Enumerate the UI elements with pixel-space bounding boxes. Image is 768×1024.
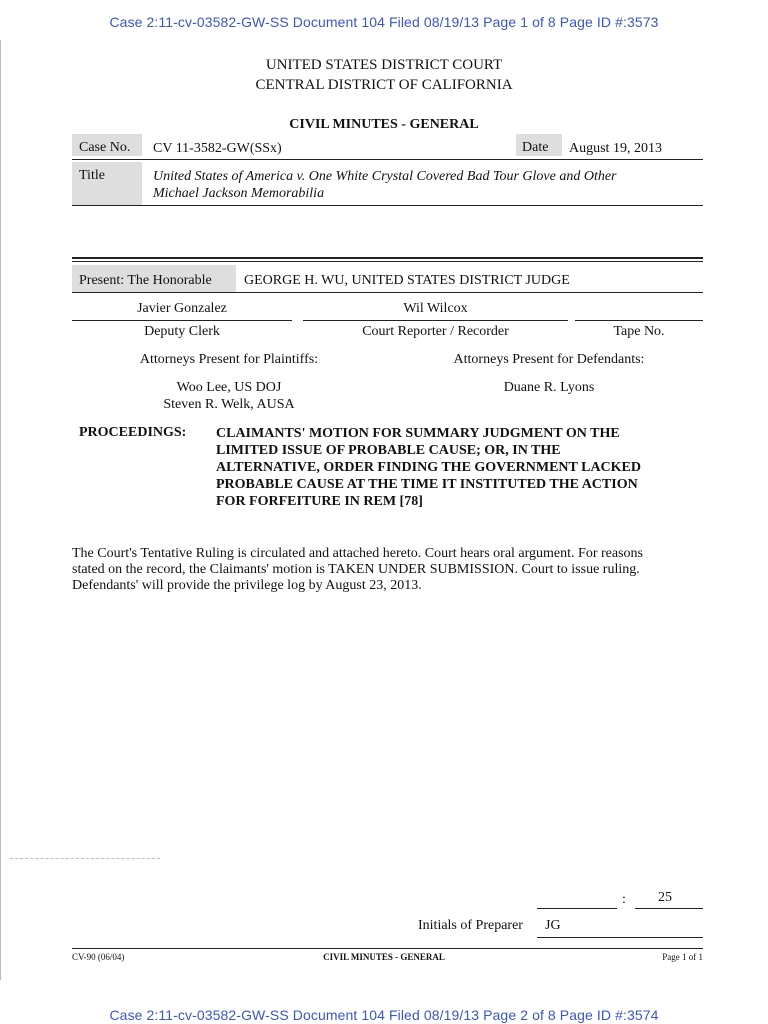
case-no-label: Case No. bbox=[72, 134, 142, 156]
defendant-attorney-1: Duane R. Lyons bbox=[503, 380, 595, 395]
case-title-line2: Michael Jackson Memorabilia bbox=[153, 186, 325, 201]
proceedings-line: ALTERNATIVE, ORDER FINDING THE GOVERNMENT LACKED bbox=[216, 460, 641, 475]
court-reporter-name: Wil Wilcox bbox=[403, 301, 468, 316]
hours-rule bbox=[537, 908, 617, 909]
plaintiff-attorney-1: Woo Lee, US DOJ bbox=[176, 380, 282, 395]
footer-page: Page 1 of 1 bbox=[662, 952, 703, 962]
body-line: The Court's Tentative Ruling is circulated and attached hereto. Court hears oral argument. For reasons bbox=[72, 546, 643, 561]
title-row-rule bbox=[72, 205, 703, 206]
body-line: stated on the record, the Claimants' motion is TAKEN UNDER SUBMISSION. Court to issue ruling. bbox=[72, 562, 640, 577]
proceedings-line: LIMITED ISSUE OF PROBABLE CAUSE; OR, IN THE bbox=[216, 443, 561, 458]
tape-rule bbox=[575, 320, 703, 321]
defendants-attorneys-label: Attorneys Present for Defendants: bbox=[453, 352, 645, 367]
scan-edge bbox=[0, 40, 1, 980]
court-reporter-label: Court Reporter / Recorder bbox=[362, 324, 509, 339]
date-value: August 19, 2013 bbox=[569, 141, 662, 156]
plaintiffs-attorneys-label: Attorneys Present for Plaintiffs: bbox=[139, 352, 319, 367]
plaintiff-attorney-2: Steven R. Welk, AUSA bbox=[163, 397, 295, 412]
court-district: CENTRAL DISTRICT OF CALIFORNIA bbox=[255, 77, 513, 93]
case-row-rule bbox=[72, 159, 703, 160]
preparer-initials: JG bbox=[545, 918, 561, 933]
case-no-value: CV 11-3582-GW(SSx) bbox=[153, 141, 282, 156]
proceedings-line: FOR FORFEITURE IN REM [78] bbox=[216, 494, 423, 509]
case-title-line1: United States of America v. One White Crystal Covered Bad Tour Glove and Other bbox=[153, 169, 617, 184]
tape-no-label: Tape No. bbox=[613, 324, 665, 339]
deputy-clerk-name: Javier Gonzalez bbox=[137, 301, 227, 316]
minutes-body bbox=[72, 546, 643, 594]
title-label: Title bbox=[72, 162, 142, 205]
scan-dash-line bbox=[10, 858, 160, 859]
double-rule-top bbox=[72, 257, 703, 259]
time-colon: : bbox=[622, 892, 626, 907]
court-name: UNITED STATES DISTRICT COURT bbox=[265, 57, 503, 73]
body-line: Defendants' will provide the privilege log by August 23, 2013. bbox=[72, 578, 422, 593]
form-number: CV-90 (06/04) bbox=[72, 952, 125, 962]
proceedings-text bbox=[216, 425, 641, 510]
footer-title: CIVIL MINUTES - GENERAL bbox=[323, 952, 445, 962]
filing-header-top: Case 2:11-cv-03582-GW-SS Document 104 Filed 08/19/13 Page 1 of 8 Page ID #:3573 bbox=[109, 14, 659, 30]
form-title: CIVIL MINUTES - GENERAL bbox=[289, 117, 479, 132]
present-row-rule bbox=[72, 292, 703, 293]
proceedings-line: PROBABLE CAUSE AT THE TIME IT INSTITUTED THE ACTION bbox=[216, 477, 638, 492]
minutes-rule bbox=[635, 908, 703, 909]
proceedings-label: PROCEEDINGS: bbox=[79, 425, 187, 440]
preparer-rule bbox=[537, 937, 703, 938]
filing-header-bottom: Case 2:11-cv-03582-GW-SS Document 104 Filed 08/19/13 Page 2 of 8 Page ID #:3574 bbox=[109, 1007, 659, 1023]
present-label: Present: The Honorable bbox=[72, 265, 236, 292]
double-rule-bottom bbox=[72, 261, 703, 262]
date-label: Date bbox=[516, 134, 562, 156]
preparer-label: Initials of Preparer bbox=[418, 918, 523, 933]
proceedings-line: CLAIMANTS' MOTION FOR SUMMARY JUDGMENT ON THE bbox=[216, 426, 620, 441]
judge-name: GEORGE H. WU, UNITED STATES DISTRICT JUDGE bbox=[244, 273, 570, 288]
time-minutes: 25 bbox=[658, 890, 672, 905]
clerk-rule bbox=[72, 320, 292, 321]
reporter-rule bbox=[303, 320, 568, 321]
footer-rule bbox=[72, 948, 703, 949]
deputy-clerk-label: Deputy Clerk bbox=[144, 324, 220, 339]
